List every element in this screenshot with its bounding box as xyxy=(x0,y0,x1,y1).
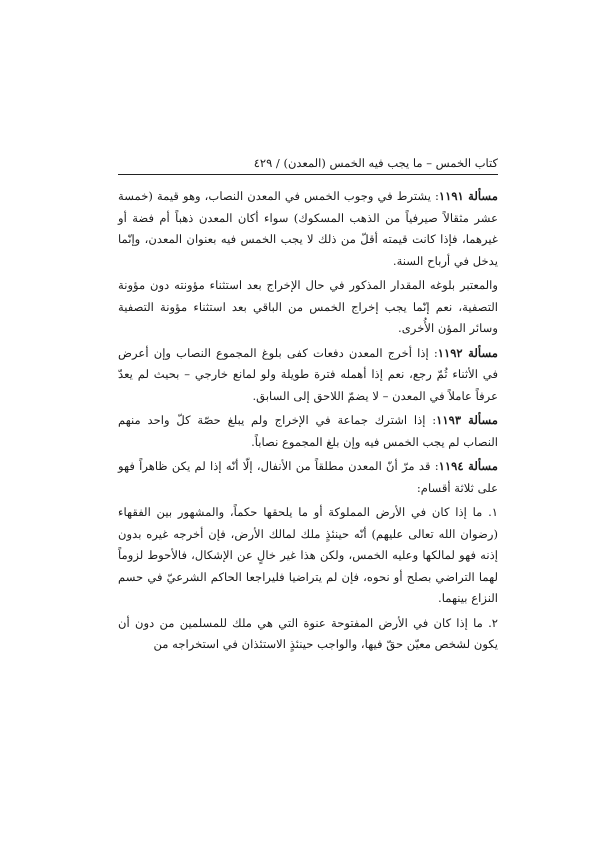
masala-number: مسألة ١١٩٤ xyxy=(438,459,498,473)
list-item-2 xyxy=(118,613,498,656)
paragraph-masala-1192 xyxy=(118,343,498,408)
page-header xyxy=(118,155,498,175)
paragraph-masala-1194 xyxy=(118,456,498,499)
paragraph-text: ١. ما إذا كان في الأرض المملوكة أو ما يلحقها حكماً، والمشهور بين الفقهاء (رضوان الله تعالى عليهم) أنّه حينئذٍ ملك لمالك الأرض، فإن أخرجه غيره بدون إذنه فهو لمالكها وعليه الخمس، ولكن هذا غير خالٍ عن الإشكال، فالأحوط لزوماً لهما التراضي بصلح أو نحوه، فإن لم يتراضيا فليراجعا الحاكم الشرعيّ في حسم النزاع بينهما. xyxy=(118,505,498,605)
header-rule xyxy=(118,174,498,175)
masala-number: مسألة ١١٩١ xyxy=(438,189,498,203)
paragraph-text: والمعتبر بلوغه المقدار المذكور في حال الإخراج بعد استثناء مؤونته دون مؤونة التصفية، نعم إنّما يجب إخراج الخمس من الباقي بعد استثناء مؤونة التصفية وسائر المؤن الأُخرى. xyxy=(118,278,498,335)
masala-number: مسألة ١١٩٢ xyxy=(437,345,498,360)
paragraph-text: : إذا اشترك جماعة في الإخراج ولم يبلغ حصّة كلّ واحد منهم النصاب لم يجب الخمس فيه وإن بلغ المجموع نصاباً. xyxy=(118,413,498,449)
paragraph-masala-1193 xyxy=(118,410,498,453)
paragraph-text: : يشترط في وجوب الخمس في المعدن النصاب، وهو قيمة (خمسة عشر مثقالاً صيرفياً من الذهب المسكوك) سواء أكان المعدن ذهباً أم فضة أو غيرهما، فإذا كانت قيمته أقلّ من ذلك لا يجب الخمس فيه بعنوان المعدن، وإنّما يدخل في أرباح السنة. xyxy=(118,189,498,268)
paragraph-text: : قد مرّ أنّ المعدن مطلقاً من الأنفال، إلّا أنّه إذا لم يكن ظاهراً فهو على ثلاثة أقسام: xyxy=(118,459,498,495)
page-body xyxy=(118,186,498,659)
paragraph-text: : إذا أخرج المعدن دفعات كفى بلوغ المجموع النصاب وإن أعرض في الأثناء ثُمّ رجع، نعم إذا أهمله فترة طويلة ولو لمانع خارجي – بحيث لم يعدّ عرفاً عاملاً في المعدن – لا يضمّ اللاحق إلى السابق. xyxy=(118,345,498,403)
paragraph-nisab-note xyxy=(118,275,498,340)
running-title: كتاب الخمس – ما يجب فيه الخمس (المعدن) / ٤٢٩ xyxy=(253,156,498,170)
paragraph-text: ٢. ما إذا كان في الأرض المفتوحة عنوة التي هي ملك للمسلمين من دون أن يكون لشخص معيّن حقّ فيها، والواجب حينئذٍ الاستئذان في استخراجه من xyxy=(118,615,498,651)
masala-number: مسألة ١١٩٣ xyxy=(436,413,498,427)
list-item-1 xyxy=(118,502,498,610)
paragraph-masala-1191 xyxy=(118,186,498,272)
